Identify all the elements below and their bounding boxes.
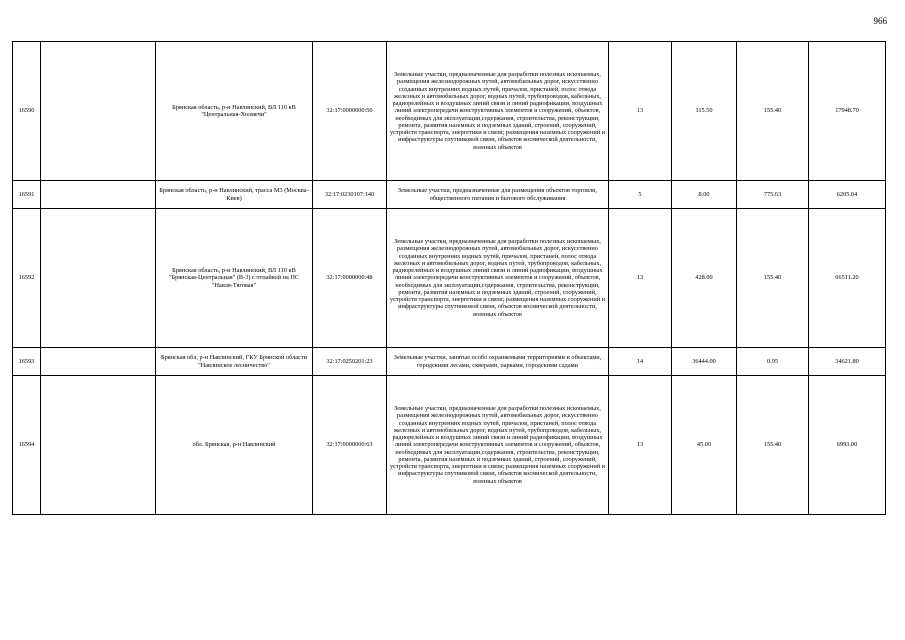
cadastral-number-cell: 32:17:0000000:48 [313, 209, 387, 348]
value-cell: 6993.00 [809, 376, 886, 515]
land-plots-table [12, 41, 886, 515]
code-cell: 13 [609, 209, 672, 348]
table-row [13, 209, 886, 348]
area-cell: 36444.00 [672, 348, 737, 376]
page-number: 966 [873, 16, 887, 26]
area-cell: 45.00 [672, 376, 737, 515]
purpose-cell [387, 181, 609, 209]
value-cell: 6205.04 [809, 181, 886, 209]
purpose-cell [387, 209, 609, 348]
purpose-text: Земельные участки, предназначенные для размещения объектов торговли, общественного питания и бытового обслуживания [397, 187, 598, 202]
value-cell: 66511.20 [809, 209, 886, 348]
code-cell: 13 [609, 42, 672, 181]
address-cell: Брянская обл, р-н Навлинский, ГКУ Брянской области "Навлинское лесничество" [156, 348, 313, 376]
table-row [13, 376, 886, 515]
empty-column-cell [41, 181, 156, 209]
value-cell: 34621.80 [809, 348, 886, 376]
rate-cell: 155.40 [737, 376, 809, 515]
row-id: 16594 [13, 376, 41, 515]
table-row [13, 42, 886, 181]
purpose-cell [387, 376, 609, 515]
purpose-cell [387, 42, 609, 181]
cadastral-number-cell: 32:17:0230107:140 [313, 181, 387, 209]
code-cell: 5 [609, 181, 672, 209]
value-cell: 17948.70 [809, 42, 886, 181]
address-cell: обл. Брянская, р-н Навлинский [156, 376, 313, 515]
table-row [13, 181, 886, 209]
purpose-text: Земельные участки, предназначенные для разработки полезных ископаемых, размещения железнодорожных путей, автомобильных дорог, искусственно созданных внутренних водных путей, причалов, пристаней, полос отвода железных и автомобильных дорог, водных путей, трубопроводов, кабельных, радиорелейных и воздушных линий связи и линий радиофикации, воздушных линий электропередачи конструктивных элементов и сооружений, объектов, необходимых для эксплуатации,содержания, строительства, реконструкции, ремонта, развития наземных и подземных зданий, строений, сооружений, устройств транспорта, энергетики и связи; размещения наземных сооружений и инфраструктуры спутниковой связи, объектов космической деятельности, военных объектов [389, 405, 606, 485]
area-cell: 8.00 [672, 181, 737, 209]
purpose-text: Земельные участки, предназначенные для разработки полезных ископаемых, размещения железнодорожных путей, автомобильных дорог, искусственно созданных внутренних водных путей, причалов, пристаней, полос отвода железных и автомобильных дорог, водных путей, трубопроводов, кабельных, радиорелейных и воздушных линий связи и линий радиофикации, воздушных линий электропередачи конструктивных элементов и сооружений, объектов, необходимых для эксплуатации,содержания, строительства, реконструкции, ремонта, развития наземных и подземных зданий, строений, сооружений, устройств транспорта, энергетики и связи; размещения наземных сооружений и инфраструктуры спутниковой связи, объектов космической деятельности, военных объектов [389, 71, 606, 151]
rate-cell: 775.63 [737, 181, 809, 209]
empty-column-cell [41, 348, 156, 376]
address-cell: Брянская область, р-н Навлинский, ВЛ 110 кВ "Центральная-Холмечи" [156, 42, 313, 181]
empty-column-cell [41, 209, 156, 348]
row-id: 16592 [13, 209, 41, 348]
rate-cell: 155.40 [737, 209, 809, 348]
purpose-cell [387, 348, 609, 376]
purpose-text: Земельные участки, занятые особо охраняемыми территориями и объектами, городскими лесами, скверами, парками, городскими садами [393, 354, 602, 369]
empty-column-cell [41, 376, 156, 515]
address-cell: Брянская область, р-н Навлинский, трасса М3 (Москва-Киев) [156, 181, 313, 209]
code-cell: 14 [609, 348, 672, 376]
area-cell: 428.00 [672, 209, 737, 348]
rate-cell: 0.95 [737, 348, 809, 376]
row-id: 16593 [13, 348, 41, 376]
rate-cell: 155.40 [737, 42, 809, 181]
cadastral-number-cell: 32:17:0250201:23 [313, 348, 387, 376]
row-id: 16591 [13, 181, 41, 209]
address-cell: Брянская область, р-н Навлинский, ВЛ 110 кВ "Брянская-Центральная" (В-3) с отпайкой на ПС "Навля-Тяговая" [156, 209, 313, 348]
table-row [13, 348, 886, 376]
cadastral-number-cell: 32:17:0000000:50 [313, 42, 387, 181]
area-cell: 115.50 [672, 42, 737, 181]
cadastral-number-cell: 32:17:0000000:63 [313, 376, 387, 515]
empty-column-cell [41, 42, 156, 181]
row-id: 16590 [13, 42, 41, 181]
purpose-text: Земельные участки, предназначенные для разработки полезных ископаемых, размещения железнодорожных путей, автомобильных дорог, искусственно созданных внутренних водных путей, причалов, пристаней, полос отвода железных и автомобильных дорог, водных путей, трубопроводов, кабельных, радиорелейных и воздушных линий связи и линий радиофикации, воздушных линий электропередачи конструктивных элементов и сооружений, объектов, необходимых для эксплуатации,содержания, строительства, реконструкции, ремонта, развития наземных и подземных зданий, строений, сооружений, устройств транспорта, энергетики и связи; размещения наземных сооружений и инфраструктуры спутниковой связи, объектов космической деятельности, военных объектов [389, 238, 606, 318]
code-cell: 13 [609, 376, 672, 515]
